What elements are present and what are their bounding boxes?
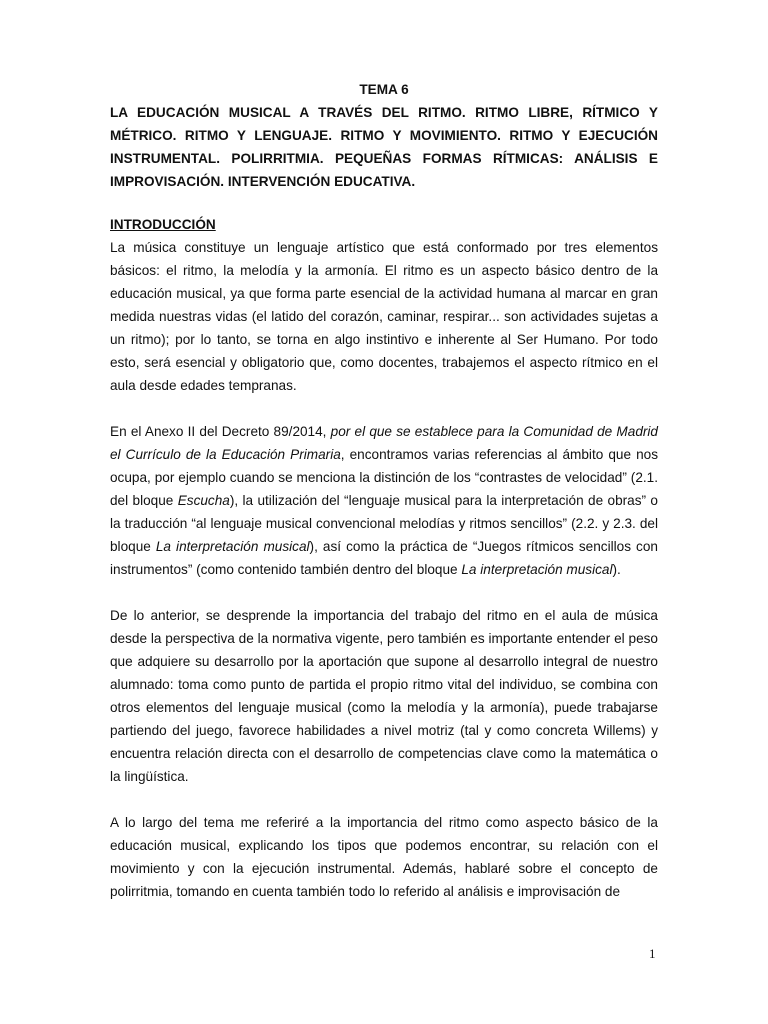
section-title: INTRODUCCIÓN [110,217,216,232]
page-number: 1 [649,946,656,961]
italic-run: La interpretación musical [155,539,310,554]
document-page [110,78,658,926]
text-run: ), así como la práctica de “Juegos rítmicos sencillos con instrumentos” (como contenido también dentro del bloque [110,539,658,577]
paragraph-decree [110,420,658,581]
text-run: En el Anexo II del Decreto 89/2014, [110,424,331,439]
paragraph-outline: A lo largo del tema me referiré a la importancia del ritmo como aspecto básico de la educación musical, explicando los tipos que podemos encontrar, su relación con el movimiento y con la ejecución instrumental. Además, hablaré sobre el concepto de polirritmia, tomando en cuenta también todo lo referido al análisis e improvisación de [110,815,658,899]
text-run: , encontramos varias referencias al ámbito que nos ocupa, por ejemplo cuando se menciona la distinción de los “contrastes de velocidad” (2.1. del bloque [110,447,658,508]
paragraph-intro: La música constituye un lenguaje artístico que está conformado por tres elementos básicos: el ritmo, la melodía y la armonía. El ritmo es un aspecto básico dentro de la educación musical, ya que forma parte esencial de la actividad humana al marcar en gran medida nuestras vidas (el latido del corazón, caminar, respirar... son actividades sujetas a un ritmo); por lo tanto, se torna en algo instintivo e inherente al Ser Humano. Por todo esto, será esencial y obligatorio que, como docentes, trabajemos el aspecto rítmico en el aula desde edades tempranas. [110,240,658,393]
paragraph-importance: De lo anterior, se desprende la importancia del trabajo del ritmo en el aula de música desde la perspectiva de la normativa vigente, pero también es importante entender el peso que adquiere su desarrollo por la aportación que supone al desarrollo integral de nuestro alumnado: toma como punto de partida el propio ritmo vital del individuo, se combina con otros elementos del lenguaje musical (como la melodía y la armonía), puede trabajarse partiendo del juego, favorece habilidades a nivel motriz (tal y como concreta Willems) y encuentra relación directa con el desarrollo de competencias clave como la matemática o la lingüística. [110,608,658,784]
text-run: ). [612,562,621,577]
italic-run: por el que se establece para la Comunidad de Madrid el Currículo de la Educación Primaria [110,424,658,462]
italic-run: La interpretación musical [461,562,613,577]
topic-heading: LA EDUCACIÓN MUSICAL A TRAVÉS DEL RITMO. RITMO LIBRE, RÍTMICO Y MÉTRICO. RITMO Y LENGUAJE. RITMO Y MOVIMIENTO. RITMO Y EJECUCIÓN INSTRUMENTAL. POLIRRITMIA. PEQUEÑAS FORMAS RÍTMICAS: ANÁLISIS E IMPROVISACIÓN. INTERVENCIÓN EDUCATIVA. [110,105,658,189]
text-run: ), la utilización del “lenguaje musical para la interpretación de obras” o la traducción “al lenguaje musical convencional melodías y ritmos sencillos” (2.2. y 2.3. del bloque [110,493,658,554]
italic-run: Escucha [177,493,230,508]
topic-number: TEMA 6 [359,82,409,97]
